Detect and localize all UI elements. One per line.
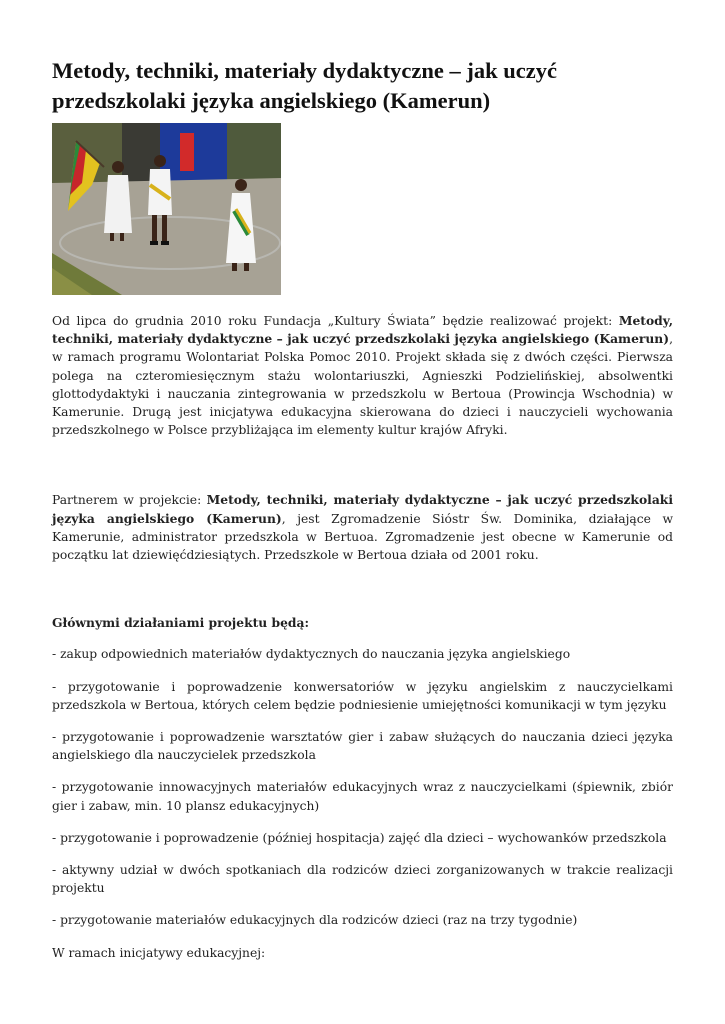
activity-item: - przygotowanie i poprowadzenie konwersatoriów w języku angielskim z nauczycielkami przedszkola w Bertoua, których celem będzie podniesienie umiejętności komunikacji w tym języku [52,679,673,712]
project-name-bold: Metody, techniki, materiały dydaktyczne – jak uczyć przedszkolaki języka angielskiego (Kamerun) [52,313,673,347]
activity-item: - przygotowanie innowacyjnych materiałów edukacyjnych wraz z nauczycielkami (śpiewnik, zbiór gier i zabaw, min. 10 plansz edukacyjnych) [52,780,673,813]
activity-item: - przygotowanie i poprowadzenie (później hospitacja) zajęć dla dzieci – wychowanków przedszkola [52,830,667,845]
article-body [52,312,673,962]
intro-paragraph: Od lipca do grudnia 2010 roku Fundacja „Kultury Świata” będzie realizować projekt: Metody, techniki, materiały dydaktyczne – jak uczyć przedszkolaki języka angielskiego (Kamerun), w ramach programu Wolontariat Polska Pomoc 2010. Projekt składa się z dwóch części. Pierwsza polega na czteromiesięcznym stażu wolontariuszki, Agnieszki Podzielińskiej, absolwentki glottodydaktyki i nauczania zintegrowania w przedszkolu w Bertoua (Prowincja Wschodnia) w Kamerunie. Drugą jest inicjatywa edukacyjna skierowana do dzieci i nauczycieli wychowania przedszkolnego w Polsce przybliżająca im elementy kultur krajów Afryki. [52,313,673,438]
activity-item: - aktywny udział w dwóch spotkaniach dla rodziców dzieci zorganizowanych w trakcie realizacji projektu [52,863,673,896]
children-with-flag-photo [52,123,281,295]
activities-heading: Głównymi działaniami projektu będą: [52,615,310,631]
partner-paragraph: Partnerem w projekcie: Metody, techniki, materiały dydaktyczne – jak uczyć przedszkolaki języka angielskiego (Kamerun), jest Zgromadzenie Sióstr Św. Dominika, działające w Kamerunie, administrator przedszkola w Bertuoa. Zgromadzenie jest obecne w Kamerunie od początku lat dziewięćdziesiątych. Przedszkole w Bertoua działa od 2001 roku. [52,492,673,563]
activity-item: - zakup odpowiednich materiałów dydaktycznych do nauczania języka angielskiego [52,647,571,662]
activity-item: - przygotowanie materiałów edukacyjnych dla rodziców dzieci (raz na trzy tygodnie) [52,913,578,928]
closing-line: W ramach inicjatywy edukacyjnej: [52,945,266,960]
activity-item: - przygotowanie i poprowadzenie warsztatów gier i zabaw służących do nauczania dzieci języka angielskiego dla nauczycielek przedszkola [52,730,673,763]
article-title: Metody, techniki, materiały dydaktyczne – jak uczyć przedszkolaki języka angielskiego (Kamerun) [52,58,557,113]
project-name-bold: Metody, techniki, materiały dydaktyczne – jak uczyć przedszkolaki języka angielskiego (Kamerun) [52,492,673,526]
